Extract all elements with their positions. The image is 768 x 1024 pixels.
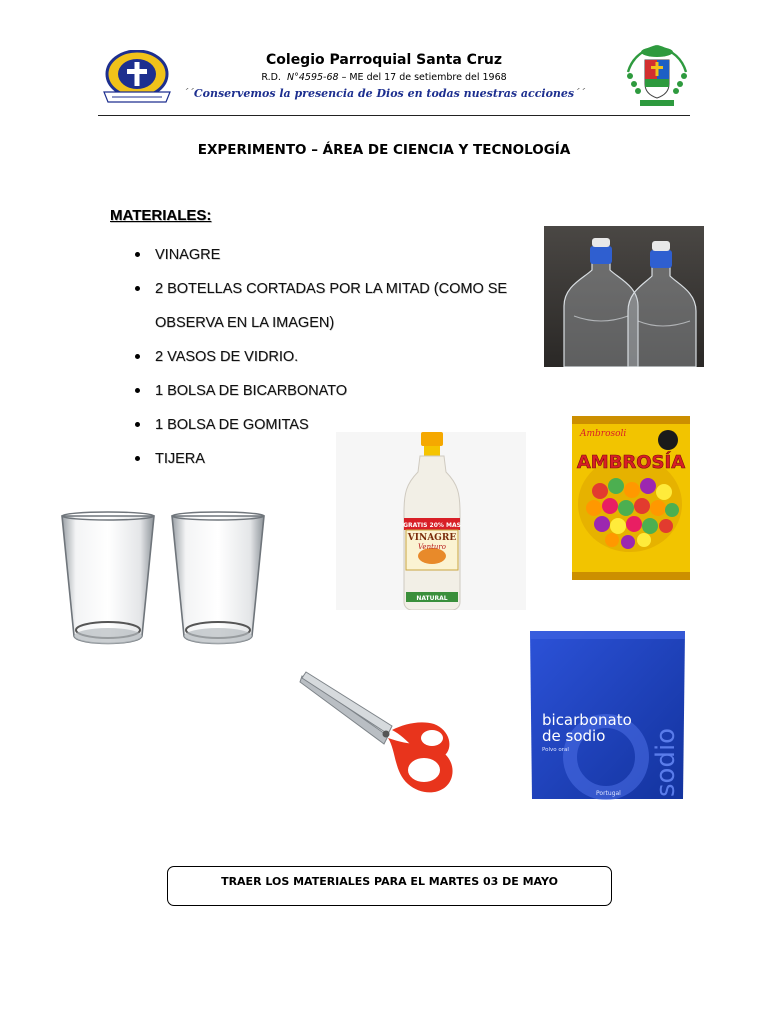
list-item: 1 BOLSA DE GOMITAS [133,408,523,442]
header-divider [98,115,690,116]
resolution-line [0,72,768,83]
rd-prefix: R.D. [261,72,281,83]
rd-suffix: – ME del 17 de setiembre del 1968 [338,72,507,83]
bicarb-brand-text: Portugal [596,790,621,797]
vinegar-brand-text: Venturo [418,543,446,551]
list-item: 2 VASOS DE VIDRIO. [133,340,523,374]
scissors-photo [296,664,460,806]
bicarb-side-text: sodio [651,727,681,797]
vinegar-bottle-photo [336,432,526,610]
bicarbonate-bag-photo [528,627,687,804]
rd-number: N°4595-68 [287,72,339,83]
school-motto [0,87,768,100]
vinegar-type-text: NATURAL [416,595,448,602]
bicarb-line2-text: de sodio [542,727,606,745]
gummies-maker-text: Ambrosoli [580,429,627,439]
list-item: TIJERA [133,442,523,476]
bicarb-line1-text: bicarbonato [542,711,632,729]
vinegar-promo-text: GRATIS 20% MAS [403,522,461,529]
deadline-notice: TRAER LOS MATERIALES PARA EL MARTES 03 DE MAYO [167,866,612,906]
vinegar-label-text: VINAGRE [407,533,457,543]
bottles-photo [544,226,704,367]
list-item: VINAGRE [133,238,523,272]
school-name: Colegio Parroquial Santa Cruz [266,52,502,68]
list-item: 1 BOLSA DE BICARBONATO [133,374,523,408]
gummies-bag-photo [570,416,692,580]
materials-heading: MATERIALES: [110,207,212,224]
document-title: EXPERIMENTO – ÁREA DE CIENCIA Y TECNOLOGÍA [197,142,571,158]
glasses-photo [20,496,268,661]
motto-open-quote: ´´ [182,87,194,100]
gummies-brand-text: AMBROSÍA [576,452,686,473]
bicarb-small-text: Polvo oral [542,747,569,753]
motto-text: Conservemos la presencia de Dios en todas nuestras acciones [193,87,575,100]
motto-close-quote: ´´ [574,87,586,100]
list-item: 2 BOTELLAS CORTADAS POR LA MITAD (COMO SE OBSERVA EN LA IMAGEN) [133,272,523,340]
